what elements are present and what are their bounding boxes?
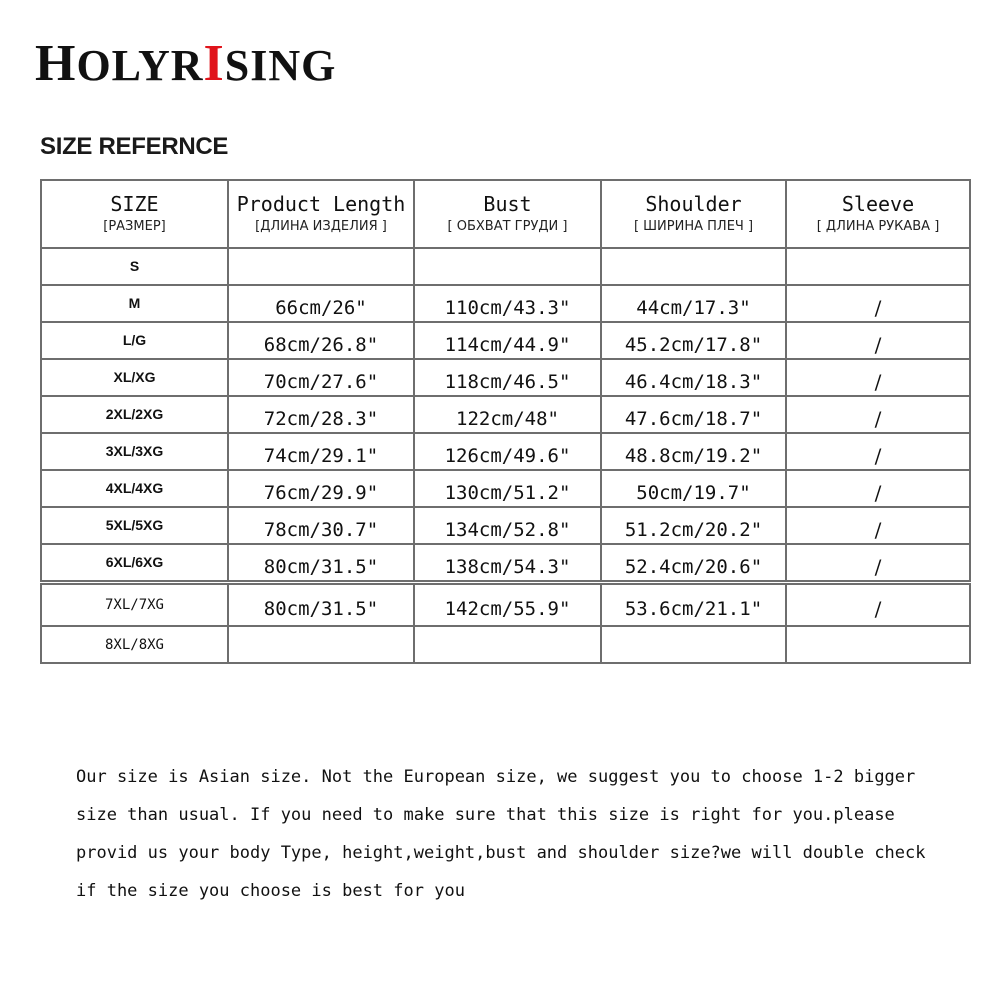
size-label: 6XL/6XG (105, 553, 164, 570)
note-line: provid us your body Type, height,weight,bust and shoulder size?we will double check (76, 843, 926, 863)
shoulder-cell (601, 396, 786, 433)
table-row (41, 583, 970, 627)
size-table (40, 179, 971, 664)
shoulder-cell (601, 544, 786, 583)
sleeve-cell (786, 470, 970, 507)
size-cell (41, 544, 228, 583)
shoulder-cell (601, 583, 786, 627)
shoulder-value: 44cm/17.3" (636, 296, 751, 319)
sleeve-cell (786, 359, 970, 396)
sleeve-cell (786, 507, 970, 544)
header-subtitle: [ ШИРИНА ПЛЕЧ ] (633, 219, 754, 234)
size-cell (41, 433, 228, 470)
shoulder-cell (601, 626, 786, 663)
header-title: SIZE (110, 192, 159, 216)
size-cell (41, 285, 228, 322)
shoulder-value: 53.6cm/21.1" (624, 598, 763, 620)
table-row (41, 248, 970, 285)
size-cell (41, 248, 228, 285)
shoulder-cell (601, 507, 786, 544)
length-value: 74cm/29.1" (263, 444, 379, 467)
size-note (76, 758, 976, 910)
length-cell (228, 322, 414, 359)
table-row (41, 626, 970, 663)
table-header-row (41, 180, 970, 248)
header-product-length (228, 180, 414, 248)
note-line: size than usual. If you need to make sure that this size is right for you.please (76, 805, 895, 825)
header-title: Shoulder (645, 192, 742, 216)
sleeve-value: / (874, 517, 882, 542)
sleeve-value: / (874, 295, 882, 320)
length-cell (228, 626, 414, 663)
table-row (41, 322, 970, 359)
sleeve-value: / (874, 369, 882, 394)
header-sleeve (786, 180, 970, 248)
sleeve-value: / (874, 332, 882, 357)
sleeve-value: / (874, 597, 882, 621)
bust-value: 118cm/46.5" (444, 370, 571, 393)
length-cell (228, 507, 414, 544)
header-title: Bust (483, 192, 532, 216)
header-size (41, 180, 228, 248)
size-label: 7XL/7XG (104, 597, 164, 613)
length-cell (228, 433, 414, 470)
size-label: S (129, 257, 140, 274)
shoulder-value: 45.2cm/17.8" (624, 333, 763, 356)
length-cell (228, 396, 414, 433)
shoulder-value: 48.8cm/19.2" (624, 444, 763, 467)
header-subtitle: [ДЛИНА ИЗДЕЛИЯ ] (255, 219, 387, 234)
size-label: 4XL/4XG (105, 479, 164, 496)
table-row (41, 507, 970, 544)
shoulder-cell (601, 322, 786, 359)
size-cell (41, 359, 228, 396)
length-cell (228, 248, 414, 285)
table-row (41, 433, 970, 470)
shoulder-cell (601, 285, 786, 322)
bust-cell (414, 626, 601, 663)
size-label: M (128, 294, 141, 311)
sleeve-value: / (874, 443, 882, 468)
header-title: Product Length (236, 192, 406, 216)
sleeve-cell (786, 322, 970, 359)
table-row (41, 544, 970, 583)
size-label: 5XL/5XG (105, 516, 164, 533)
header-subtitle: [ ОБХВАТ ГРУДИ ] (447, 219, 568, 234)
shoulder-cell (601, 433, 786, 470)
bust-cell (414, 248, 601, 285)
bust-cell (414, 433, 601, 470)
header-subtitle: [ ДЛИНА РУКАВА ] (816, 219, 940, 234)
bust-value: 126cm/49.6" (444, 444, 571, 467)
sleeve-cell (786, 396, 970, 433)
table-row (41, 396, 970, 433)
size-cell (41, 507, 228, 544)
sleeve-cell (786, 285, 970, 322)
size-label: 2XL/2XG (105, 405, 164, 422)
bust-cell (414, 359, 601, 396)
size-rows (41, 248, 970, 663)
shoulder-value: 47.6cm/18.7" (624, 407, 763, 430)
sleeve-value: / (874, 480, 882, 505)
page-title: SIZE REFERNCE (40, 133, 229, 160)
size-cell (41, 322, 228, 359)
shoulder-value: 46.4cm/18.3" (624, 370, 763, 393)
size-label: L/G (122, 331, 147, 348)
bust-cell (414, 544, 601, 583)
bust-value: 114cm/44.9" (444, 333, 571, 356)
length-value: 80cm/31.5" (263, 555, 379, 578)
shoulder-cell (601, 470, 786, 507)
bust-cell (414, 285, 601, 322)
shoulder-value: 52.4cm/20.6" (624, 555, 763, 578)
length-cell (228, 470, 414, 507)
sleeve-cell (786, 248, 970, 285)
brand-logo: HOLYRISING (35, 35, 337, 92)
header-shoulder (601, 180, 786, 248)
length-value: 66cm/26" (275, 296, 367, 319)
length-cell (228, 359, 414, 396)
bust-value: 134cm/52.8" (444, 518, 571, 541)
length-cell (228, 285, 414, 322)
size-label: XL/XG (113, 368, 156, 385)
length-value: 76cm/29.9" (263, 481, 379, 504)
sleeve-cell (786, 626, 970, 663)
length-value: 68cm/26.8" (263, 333, 379, 356)
length-value: 78cm/30.7" (263, 518, 379, 541)
bust-cell (414, 396, 601, 433)
bust-value: 110cm/43.3" (444, 296, 571, 319)
sleeve-value: / (874, 554, 882, 579)
shoulder-value: 50cm/19.7" (636, 481, 751, 504)
shoulder-cell (601, 359, 786, 396)
size-cell (41, 626, 228, 663)
note-line: Our size is Asian size. Not the European size, we suggest you to choose 1-2 bigger (76, 767, 916, 787)
size-cell (41, 396, 228, 433)
length-value: 72cm/28.3" (263, 407, 379, 430)
table-row (41, 470, 970, 507)
length-value: 70cm/27.6" (263, 370, 379, 393)
length-value: 80cm/31.5" (263, 598, 379, 620)
table-row (41, 285, 970, 322)
bust-value: 122cm/48" (456, 407, 559, 430)
sleeve-value: / (874, 406, 882, 431)
shoulder-cell (601, 248, 786, 285)
sleeve-cell (786, 433, 970, 470)
size-cell (41, 470, 228, 507)
bust-cell (414, 322, 601, 359)
sleeve-cell (786, 544, 970, 583)
length-cell (228, 544, 414, 583)
bust-value: 138cm/54.3" (444, 555, 571, 578)
bust-cell (414, 507, 601, 544)
size-cell (41, 583, 228, 627)
table-row (41, 359, 970, 396)
header-bust (414, 180, 601, 248)
sleeve-cell (786, 583, 970, 627)
shoulder-value: 51.2cm/20.2" (624, 518, 763, 541)
bust-value: 130cm/51.2" (444, 481, 571, 504)
bust-cell (414, 470, 601, 507)
bust-cell (414, 583, 601, 627)
note-line: if the size you choose is best for you (76, 881, 465, 901)
bust-value: 142cm/55.9" (444, 598, 571, 620)
header-title: Sleeve (841, 192, 915, 216)
size-label: 3XL/3XG (105, 442, 164, 459)
header-subtitle: [РАЗМЕР] (103, 219, 166, 234)
length-cell (228, 583, 414, 627)
size-label: 8XL/8XG (104, 636, 164, 653)
